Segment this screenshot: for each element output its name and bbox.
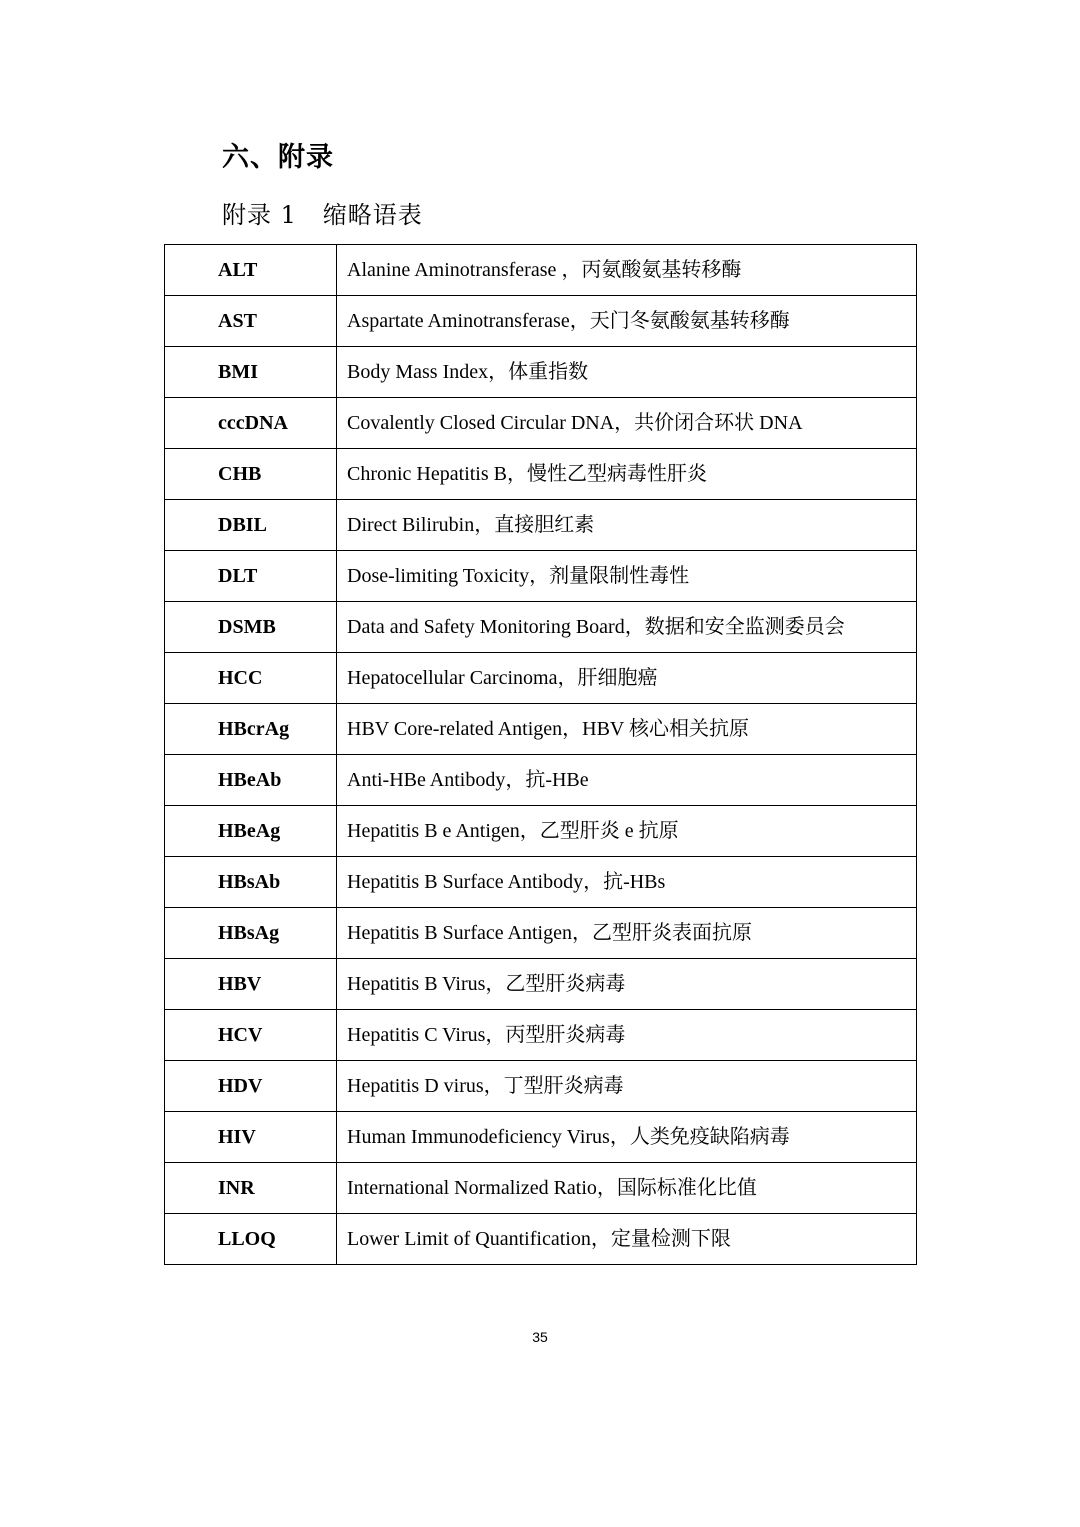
- abbreviation-cell: HBeAb: [165, 755, 337, 806]
- definition-cell: Hepatitis C Virus，丙型肝炎病毒: [337, 1010, 917, 1061]
- definition-cell: Hepatitis D virus，丁型肝炎病毒: [337, 1061, 917, 1112]
- definition-cell: Alanine Aminotransferase ，丙氨酸氨基转移酶: [337, 245, 917, 296]
- definition-cell: Aspartate Aminotransferase，天门冬氨酸氨基转移酶: [337, 296, 917, 347]
- definition-cell: Body Mass Index，体重指数: [337, 347, 917, 398]
- table-row: [165, 296, 917, 347]
- table-row: [165, 1010, 917, 1061]
- abbreviation-cell: HBsAg: [165, 908, 337, 959]
- definition-cell: Hepatitis B Surface Antigen，乙型肝炎表面抗原: [337, 908, 917, 959]
- table-row: [165, 245, 917, 296]
- abbreviation-cell: ALT: [165, 245, 337, 296]
- definition-cell: Covalently Closed Circular DNA，共价闭合环状 DNA: [337, 398, 917, 449]
- definition-cell: Direct Bilirubin，直接胆红素: [337, 500, 917, 551]
- abbreviation-cell: HBeAg: [165, 806, 337, 857]
- abbreviation-table-body: [165, 245, 917, 1265]
- table-row: [165, 704, 917, 755]
- table-row: [165, 602, 917, 653]
- table-row: [165, 959, 917, 1010]
- definition-cell: Anti-HBe Antibody，抗-HBe: [337, 755, 917, 806]
- table-row: [165, 755, 917, 806]
- definition-cell: Data and Safety Monitoring Board，数据和安全监测委员会: [337, 602, 917, 653]
- abbreviation-cell: CHB: [165, 449, 337, 500]
- abbreviation-cell: cccDNA: [165, 398, 337, 449]
- definition-cell: International Normalized Ratio，国际标准化比值: [337, 1163, 917, 1214]
- definition-cell: Hepatitis B e Antigen，乙型肝炎 e 抗原: [337, 806, 917, 857]
- table-row: [165, 347, 917, 398]
- definition-cell: Human Immunodeficiency Virus，人类免疫缺陷病毒: [337, 1112, 917, 1163]
- abbreviation-cell: HBcrAg: [165, 704, 337, 755]
- table-row: [165, 1214, 917, 1265]
- abbreviation-cell: BMI: [165, 347, 337, 398]
- abbreviation-cell: HIV: [165, 1112, 337, 1163]
- abbreviation-cell: DBIL: [165, 500, 337, 551]
- table-row: [165, 1112, 917, 1163]
- abbreviation-cell: HCV: [165, 1010, 337, 1061]
- section-heading: 六、附录: [222, 142, 334, 173]
- table-caption: 附录 1 缩略语表: [222, 201, 423, 229]
- table-row: [165, 1163, 917, 1214]
- definition-cell: Dose-limiting Toxicity，剂量限制性毒性: [337, 551, 917, 602]
- table-row: [165, 1061, 917, 1112]
- table-row: [165, 653, 917, 704]
- definition-cell: Chronic Hepatitis B，慢性乙型病毒性肝炎: [337, 449, 917, 500]
- abbreviation-cell: LLOQ: [165, 1214, 337, 1265]
- page-number: 35: [532, 1329, 548, 1345]
- table-row: [165, 908, 917, 959]
- abbreviation-cell: HDV: [165, 1061, 337, 1112]
- abbreviation-cell: INR: [165, 1163, 337, 1214]
- table-row: [165, 449, 917, 500]
- abbreviation-table: [164, 244, 917, 1265]
- abbreviation-cell: HBsAb: [165, 857, 337, 908]
- definition-cell: Lower Limit of Quantification，定量检测下限: [337, 1214, 917, 1265]
- abbreviation-cell: HCC: [165, 653, 337, 704]
- table-row: [165, 857, 917, 908]
- table-row: [165, 806, 917, 857]
- definition-cell: HBV Core-related Antigen，HBV 核心相关抗原: [337, 704, 917, 755]
- table-row: [165, 500, 917, 551]
- abbreviation-cell: AST: [165, 296, 337, 347]
- abbreviation-cell: DSMB: [165, 602, 337, 653]
- abbreviation-cell: HBV: [165, 959, 337, 1010]
- abbreviation-cell: DLT: [165, 551, 337, 602]
- definition-cell: Hepatitis B Virus，乙型肝炎病毒: [337, 959, 917, 1010]
- definition-cell: Hepatocellular Carcinoma，肝细胞癌: [337, 653, 917, 704]
- definition-cell: Hepatitis B Surface Antibody，抗-HBs: [337, 857, 917, 908]
- table-row: [165, 551, 917, 602]
- table-row: [165, 398, 917, 449]
